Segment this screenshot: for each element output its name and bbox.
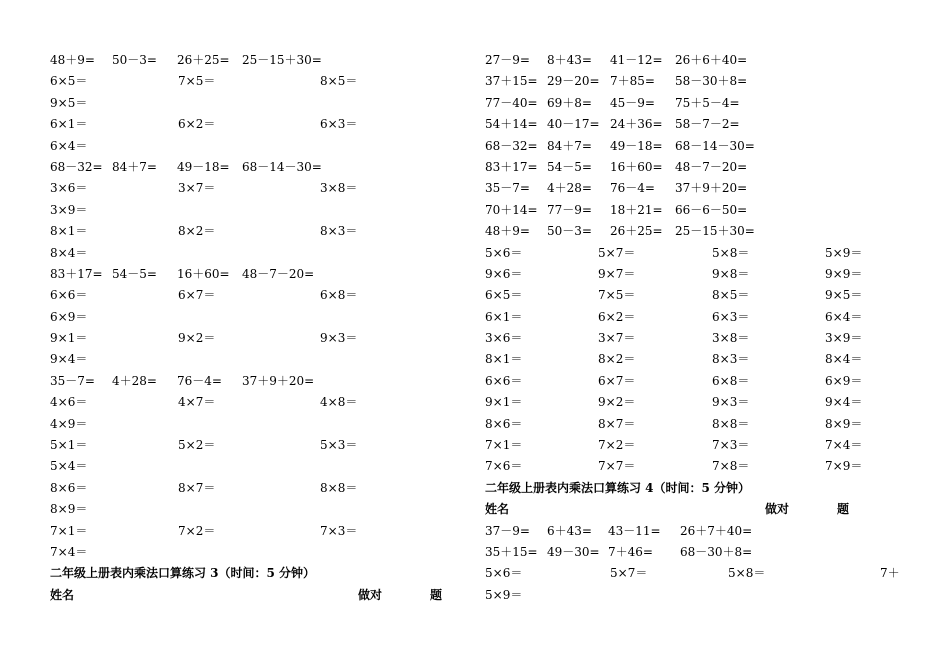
right-worksheet xyxy=(485,50,925,606)
math-problem: 4＋28= xyxy=(112,373,157,388)
math-problem: 6×7＝ xyxy=(598,373,636,388)
problem-row xyxy=(485,114,925,135)
math-problem: 7＋ xyxy=(880,566,900,581)
math-problem: 7×2＝ xyxy=(598,438,636,453)
math-problem: 4×9＝ xyxy=(50,416,88,431)
math-problem: 35－7= xyxy=(50,373,95,388)
math-problem: 66－6－50= xyxy=(675,202,748,217)
math-problem: 6×4＝ xyxy=(825,309,863,324)
math-problem: 9×2＝ xyxy=(598,395,636,410)
math-problem: 68－14－30= xyxy=(242,159,322,174)
problem-row xyxy=(485,328,925,349)
math-problem: 5×7＝ xyxy=(598,245,636,260)
name-score-line xyxy=(485,499,925,520)
problem-row xyxy=(485,50,925,71)
math-problem: 6×5＝ xyxy=(50,74,88,89)
math-problem: 8×3＝ xyxy=(712,352,750,367)
problem-row xyxy=(50,285,450,306)
math-problem: 3×6＝ xyxy=(50,181,88,196)
math-problem: 8×1＝ xyxy=(50,224,88,239)
problem-row xyxy=(485,221,925,242)
math-problem: 26＋25= xyxy=(610,224,663,239)
problem-row xyxy=(485,349,925,370)
math-problem: 27－9= xyxy=(485,53,530,67)
math-problem: 7×9＝ xyxy=(825,459,863,474)
problem-row xyxy=(50,435,450,456)
problem-row xyxy=(485,136,925,157)
correct-count-label: 做对 xyxy=(358,587,383,602)
math-problem: 4＋28= xyxy=(547,181,592,196)
math-problem: 37＋15= xyxy=(485,74,538,89)
math-problem: 7×6＝ xyxy=(485,459,523,474)
math-problem: 7×5＝ xyxy=(598,288,636,303)
problem-row xyxy=(485,178,925,199)
problem-row xyxy=(50,456,450,477)
math-problem: 8×7＝ xyxy=(178,480,216,495)
math-problem: 7×5＝ xyxy=(178,74,216,89)
problem-row xyxy=(485,542,925,563)
math-problem: 54＋14= xyxy=(485,117,538,132)
math-problem: 6×3＝ xyxy=(320,117,358,132)
math-problem: 68－32= xyxy=(485,138,538,153)
math-problem: 25－15＋30= xyxy=(675,224,755,239)
problem-row xyxy=(485,563,925,584)
math-problem: 50－3= xyxy=(547,224,592,239)
problem-row xyxy=(485,93,925,114)
math-problem: 7＋85= xyxy=(610,74,655,89)
math-problem: 5×7＝ xyxy=(610,566,648,581)
problem-row xyxy=(485,243,925,264)
problem-row xyxy=(50,178,450,199)
problem-row xyxy=(50,114,450,135)
problem-row xyxy=(485,371,925,392)
math-problem: 35－7= xyxy=(485,181,530,196)
math-problem: 6×1＝ xyxy=(50,117,88,132)
questions-label: 题 xyxy=(837,502,850,517)
math-problem: 8×2＝ xyxy=(598,352,636,367)
math-problem: 58－30＋8= xyxy=(675,74,748,89)
math-problem: 76－4= xyxy=(177,373,222,388)
math-problem: 7×8＝ xyxy=(712,459,750,474)
math-problem: 5×1＝ xyxy=(50,438,88,453)
problem-row xyxy=(50,328,450,349)
math-problem: 45－9= xyxy=(610,95,655,110)
math-problem: 6×2＝ xyxy=(598,309,636,324)
math-problem: 54－5= xyxy=(547,159,592,174)
math-problem: 4×8＝ xyxy=(320,395,358,410)
math-problem: 9×2＝ xyxy=(178,331,216,346)
math-problem: 48＋9= xyxy=(485,224,530,239)
math-problem: 9×8＝ xyxy=(712,266,750,281)
math-problem: 7×4＝ xyxy=(825,438,863,453)
math-problem: 69＋8= xyxy=(547,95,592,110)
math-problem: 75＋5－4= xyxy=(675,95,740,110)
math-problem: 7×4＝ xyxy=(50,544,88,559)
math-problem: 5×8＝ xyxy=(712,245,750,260)
math-problem: 9×5＝ xyxy=(825,288,863,303)
math-problem: 6×6＝ xyxy=(50,288,88,303)
math-problem: 3×9＝ xyxy=(825,331,863,346)
problem-row xyxy=(485,456,925,477)
math-problem: 9×3＝ xyxy=(712,395,750,410)
math-problem: 25－15＋30= xyxy=(242,53,322,67)
worksheet-title-text: 二年级上册表内乘法口算练习 4（时间：5 分钟） xyxy=(485,480,751,495)
problem-row xyxy=(50,478,450,499)
problem-row xyxy=(50,521,450,542)
math-problem: 6×1＝ xyxy=(485,309,523,324)
math-problem: 8×9＝ xyxy=(825,416,863,431)
math-problem: 3×9＝ xyxy=(50,202,88,217)
math-problem: 9×4＝ xyxy=(50,352,88,367)
math-problem: 7×1＝ xyxy=(485,438,523,453)
math-problem: 40－17= xyxy=(547,117,600,132)
problem-row xyxy=(485,285,925,306)
math-problem: 8×3＝ xyxy=(320,224,358,239)
problem-row xyxy=(50,371,450,392)
math-problem: 37－9= xyxy=(485,523,530,538)
math-problem: 8×4＝ xyxy=(50,245,88,260)
math-problem: 8×6＝ xyxy=(50,480,88,495)
math-problem: 84＋7= xyxy=(547,138,592,153)
math-problem: 6×2＝ xyxy=(178,117,216,132)
math-problem: 49－18= xyxy=(177,159,230,174)
math-problem: 35＋15= xyxy=(485,544,538,559)
problem-row xyxy=(50,71,450,92)
left-worksheet xyxy=(50,50,450,606)
math-problem: 26＋7＋40= xyxy=(680,523,753,538)
name-score-line xyxy=(50,585,450,606)
math-problem: 8×5＝ xyxy=(320,74,358,89)
problem-row xyxy=(50,200,450,221)
math-problem: 7×3＝ xyxy=(712,438,750,453)
math-problem: 8×6＝ xyxy=(485,416,523,431)
math-problem: 26＋6＋40= xyxy=(675,53,748,67)
math-problem: 3×8＝ xyxy=(320,181,358,196)
problem-row xyxy=(485,157,925,178)
problem-row xyxy=(50,136,450,157)
math-problem: 8×4＝ xyxy=(825,352,863,367)
problem-row xyxy=(485,200,925,221)
math-problem: 68－14－30= xyxy=(675,138,755,153)
problem-row xyxy=(50,243,450,264)
problem-row xyxy=(50,414,450,435)
math-problem: 8×1＝ xyxy=(485,352,523,367)
math-problem: 3×7＝ xyxy=(598,331,636,346)
math-problem: 8×8＝ xyxy=(712,416,750,431)
math-problem: 5×4＝ xyxy=(50,459,88,474)
math-problem: 76－4= xyxy=(610,181,655,196)
problem-row xyxy=(485,264,925,285)
problem-row xyxy=(50,499,450,520)
math-problem: 5×6＝ xyxy=(485,245,523,260)
math-problem: 68－32= xyxy=(50,159,103,174)
name-label: 姓名 xyxy=(50,587,75,602)
math-problem: 6×8＝ xyxy=(712,373,750,388)
name-label: 姓名 xyxy=(485,502,510,517)
math-problem: 48－7－20= xyxy=(242,266,315,281)
problem-row xyxy=(485,585,925,606)
problem-row xyxy=(485,392,925,413)
problem-row xyxy=(50,392,450,413)
problem-row xyxy=(485,307,925,328)
math-problem: 6×7＝ xyxy=(178,288,216,303)
worksheet-title-text: 二年级上册表内乘法口算练习 3（时间：5 分钟） xyxy=(50,566,316,581)
math-problem: 8×5＝ xyxy=(712,288,750,303)
problem-row xyxy=(50,50,450,71)
problem-row xyxy=(50,349,450,370)
math-problem: 6×3＝ xyxy=(712,309,750,324)
math-problem: 9×9＝ xyxy=(825,266,863,281)
math-problem: 8×8＝ xyxy=(320,480,358,495)
math-problem: 9×6＝ xyxy=(485,266,523,281)
problem-row xyxy=(50,93,450,114)
questions-label: 题 xyxy=(430,587,443,602)
math-problem: 70＋14= xyxy=(485,202,538,217)
math-problem: 41－12= xyxy=(610,53,663,67)
math-problem: 9×3＝ xyxy=(320,331,358,346)
math-problem: 9×7＝ xyxy=(598,266,636,281)
math-problem: 7×2＝ xyxy=(178,523,216,538)
worksheet-title xyxy=(50,563,450,584)
math-problem: 8×9＝ xyxy=(50,502,88,517)
problem-row xyxy=(485,414,925,435)
correct-count-label: 做对 xyxy=(765,502,790,517)
problem-row xyxy=(485,71,925,92)
math-problem: 37＋9＋20= xyxy=(242,373,315,388)
math-problem: 26＋25= xyxy=(177,53,230,67)
math-problem: 83＋17= xyxy=(50,266,103,281)
math-problem: 5×9＝ xyxy=(825,245,863,260)
problem-row xyxy=(485,521,925,542)
math-problem: 77－40= xyxy=(485,95,538,110)
math-problem: 6＋43= xyxy=(547,523,592,538)
problem-row xyxy=(50,264,450,285)
math-problem: 16＋60= xyxy=(610,159,663,174)
math-problem: 29－20= xyxy=(547,74,600,89)
math-problem: 6×8＝ xyxy=(320,288,358,303)
math-problem: 8×7＝ xyxy=(598,416,636,431)
math-problem: 9×1＝ xyxy=(50,331,88,346)
math-problem: 43－11= xyxy=(608,523,661,538)
math-problem: 3×8＝ xyxy=(712,331,750,346)
math-problem: 7×1＝ xyxy=(50,523,88,538)
math-problem: 50－3= xyxy=(112,53,157,67)
math-problem: 16＋60= xyxy=(177,266,230,281)
math-problem: 6×5＝ xyxy=(485,288,523,303)
math-problem: 5×8＝ xyxy=(728,566,766,581)
math-problem: 6×9＝ xyxy=(825,373,863,388)
math-problem: 49－18= xyxy=(610,138,663,153)
math-problem: 48＋9= xyxy=(50,53,95,67)
math-problem: 48－7－20= xyxy=(675,159,748,174)
math-problem: 6×9＝ xyxy=(50,309,88,324)
math-problem: 68－30＋8= xyxy=(680,544,753,559)
math-problem: 83＋17= xyxy=(485,159,538,174)
math-problem: 18＋21= xyxy=(610,202,663,217)
worksheet-title xyxy=(485,478,925,499)
math-problem: 5×3＝ xyxy=(320,438,358,453)
math-problem: 9×4＝ xyxy=(825,395,863,410)
math-problem: 54－5= xyxy=(112,266,157,281)
math-problem: 5×6＝ xyxy=(485,566,523,581)
math-problem: 37＋9＋20= xyxy=(675,181,748,196)
math-problem: 5×2＝ xyxy=(178,438,216,453)
math-problem: 4×7＝ xyxy=(178,395,216,410)
math-problem: 24＋36= xyxy=(610,117,663,132)
math-problem: 7＋46= xyxy=(608,544,653,559)
math-problem: 6×4＝ xyxy=(50,138,88,153)
math-problem: 7×3＝ xyxy=(320,523,358,538)
problem-row xyxy=(485,435,925,456)
math-problem: 4×6＝ xyxy=(50,395,88,410)
math-problem: 8×2＝ xyxy=(178,224,216,239)
math-problem: 3×7＝ xyxy=(178,181,216,196)
math-problem: 7×7＝ xyxy=(598,459,636,474)
problem-row xyxy=(50,542,450,563)
math-problem: 5×9＝ xyxy=(485,587,523,602)
math-problem: 58－7－2= xyxy=(675,117,740,132)
math-problem: 8＋43= xyxy=(547,53,592,67)
math-problem: 9×5＝ xyxy=(50,95,88,110)
math-problem: 77－9= xyxy=(547,202,592,217)
math-problem: 3×6＝ xyxy=(485,331,523,346)
math-problem: 6×6＝ xyxy=(485,373,523,388)
math-problem: 84＋7= xyxy=(112,159,157,174)
math-problem: 9×1＝ xyxy=(485,395,523,410)
problem-row xyxy=(50,307,450,328)
problem-row xyxy=(50,221,450,242)
problem-row xyxy=(50,157,450,178)
math-problem: 49－30= xyxy=(547,544,600,559)
